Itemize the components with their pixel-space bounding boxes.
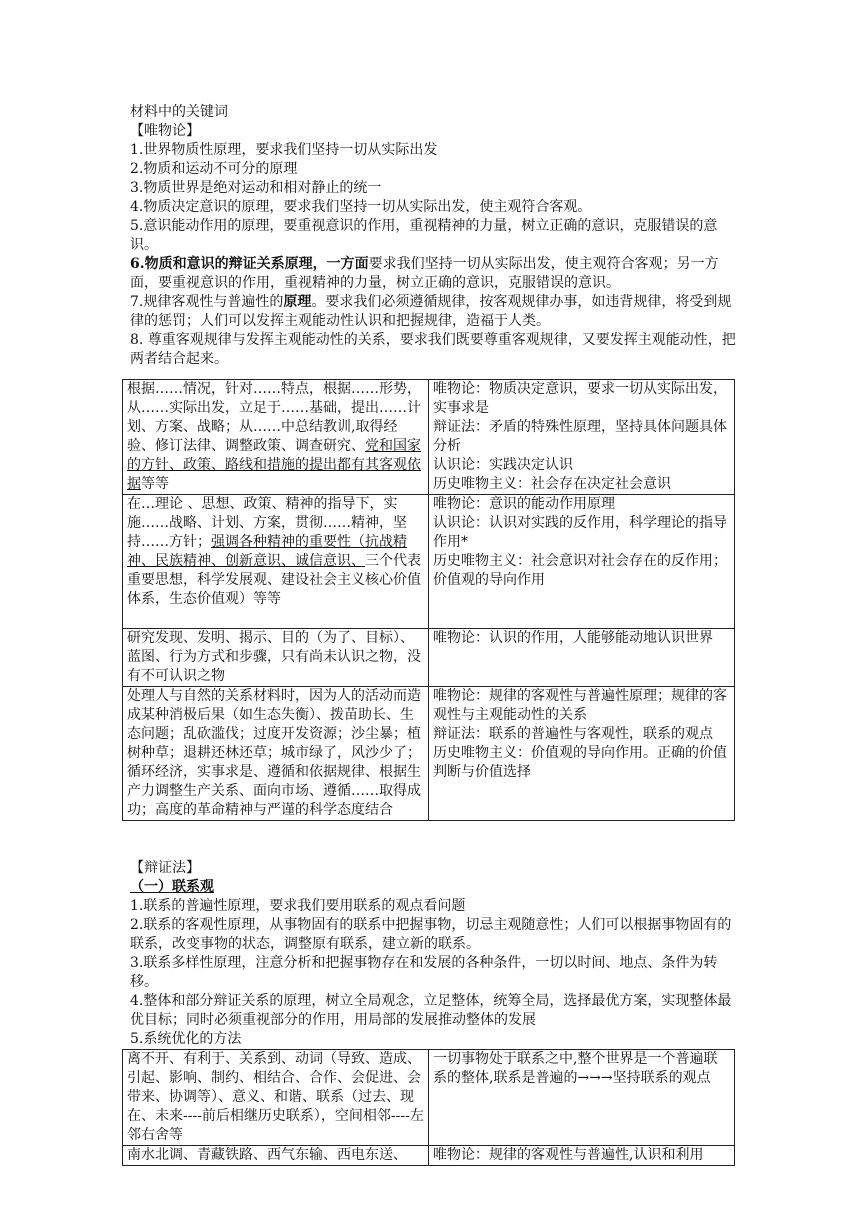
table-cell-right: 唯物论：规律的客观性与普遍性原理；规律的客观性与主观能动性的关系 辩证法：联系的普遍性与客观性，联系的观点 历史唯物主义：价值观的导向作用。正确的价值判断与价值选择 [429,687,735,821]
table-cell-right: 一切事物处于联系之中,整个世界是一个普遍联系的整体,联系是普遍的→→→坚持联系的观点 [429,1050,735,1146]
dialectics-item-5: 5.系统优化的方法 [130,1031,242,1047]
materialism-item-7 [130,293,740,331]
dialectics-item-2: 2.联系的客观性原理，从事物固有的联系中把握事物，切忌主观随意性；人们可以根据事物固有的联系，改变事物的状态，调整原有联系，建立新的联系。 [130,917,732,952]
dialectics-item-1: 1.联系的普遍性原理，要求我们要用联系的观点看问题 [130,898,466,914]
dialectics-item-4: 4.整体和部分辩证关系的原理，树立全局观念，立足整体，统筹全局，选择最优方案，实现整体最优目标；同时必须重视部分的作用，用局部的发展推动整体的发展 [130,993,732,1028]
table-cell-right: 唯物论：认识的作用，人能够能动地认识世界 [429,629,735,687]
section-title-materialism: 【唯物论】 [130,123,200,139]
table-row [123,1146,735,1166]
materialism-item-5: 5.意识能动作用的原理，要重视意识的作用，重视精神的力量，树立正确的意识，克服错误的意识。 [130,218,718,253]
subsection-title-connection: （一）联系观 [130,879,214,895]
keyword-table-2 [122,1049,735,1166]
dialectics-item-3: 3.联系多样性原理，注意分析和把握事物存在和发展的各种条件，一切以时间、地点、条件为转移。 [130,955,718,990]
table-cell-left: 根据……情况，针对……特点，根据……形势，从……实际出发，立足于……基础，提出……计划、方案、战略；从……中总结教训,取得经验、修订法律、调整政策、调查研究、党和国家的方针、政策、路线和措施的提出都有其客观依据等等 [123,380,429,495]
materialism-item-3: 3.物质世界是绝对运动和相对静止的统一 [130,180,382,196]
table-cell-left: 离不开、有利于、关系到、动词（导致、造成、引起、影响、制约、相结合、合作、会促进、会带来、协调等）、意义、和谐、联系（过去、现在、未来----前后相继历史联系），空间相邻----左邻右舍等 [123,1050,429,1146]
table-row [123,629,735,687]
item6-bold: 6.物质和意识的辩证关系原理，一方面 [130,256,369,272]
table-cell-right: 唯物论：意识的能动作用原理 认识论：认识对实践的反作用，科学理论的指导作用* 历史唯物主义：社会意识对社会存在的反作用；价值观的导向作用 [429,495,735,629]
section-title-dialectics: 【辩证法】 [130,860,200,876]
table-cell-right: 唯物论：规律的客观性与普遍性,认识和利用 [429,1146,735,1166]
table-row [123,380,735,495]
materialism-item-4: 4.物质决定意识的原理，要求我们坚持一切从实际出发，使主观符合客观。 [130,199,592,215]
table-row [123,1050,735,1146]
materialism-item-6 [130,255,740,293]
materialism-item-2: 2.物质和运动不可分的原理 [130,161,298,177]
item7-b: 。要求我们必须遵循规律，按客观规律办事，如违背规律，将受到规律的惩罚；人们可以发挥主观能动性认识和把握规律，造福于人类。 [130,294,732,329]
materialism-item-8: 8. 尊重客观规律与发挥主观能动性的关系，要求我们既要尊重客观规律，又要发挥主观能动性，把两者结合起来。 [130,332,736,367]
heading: 材料中的关键词 [130,104,228,120]
materialism-item-1: 1.世界物质性原理，要求我们坚持一切从实际出发 [130,142,438,158]
item7-a: 7.规律客观性与普遍性的 [130,294,284,310]
table-cell-left: 研究发现、发明、揭示、目的（为了、目标）、蓝图、行为方式和步骤，只有尚未认识之物，没有不可认识之物 [123,629,429,687]
table-row [123,687,735,821]
table-cell-right: 唯物论：物质决定意识，要求一切从实际出发，实事求是 辩证法：矛盾的特殊性原理，坚持具体问题具体分析 认识论：实践决定认识 历史唯物主义：社会存在决定社会意识 [429,380,735,495]
item6-rest: 要求我们坚持一切从实际出发，使主观符合客观；另一方面，要重视意识的作用，重视精神的力量，树立正确的意识，克服错误的意识。 [130,256,719,291]
table-cell-left: 南水北调、青藏铁路、西气东输、西电东送、 [123,1146,429,1166]
item7-bold: 原理 [283,294,312,310]
table-cell-left: 在…理论 、思想、政策、精神的指导下，实施……战略、计划、方案，贯彻……精神，坚持……方针；强调各种精神的重要性（抗战精神、民族精神、创新意识、诚信意识、三个代表重要思想，科学发展观、建设社会主义核心价值体系，生态价值观）等等 [123,495,429,629]
document-page [127,103,740,1166]
table-cell-left: 处理人与自然的关系材料时，因为人的活动而造成某种消极后果（如生态失衡）、拨苗助长、生态问题；乱砍滥伐；过度开发资源；沙尘暴；植树种草；退耕还林还草；城市绿了，风沙少了；循环经济，实事求是、遵循和依据规律、根据生产力调整生产关系、面向市场、遵循……取得成功；高度的革命精神与严谨的科学态度结合 [123,687,429,821]
keyword-table-1 [122,379,735,821]
table-row [123,495,735,629]
